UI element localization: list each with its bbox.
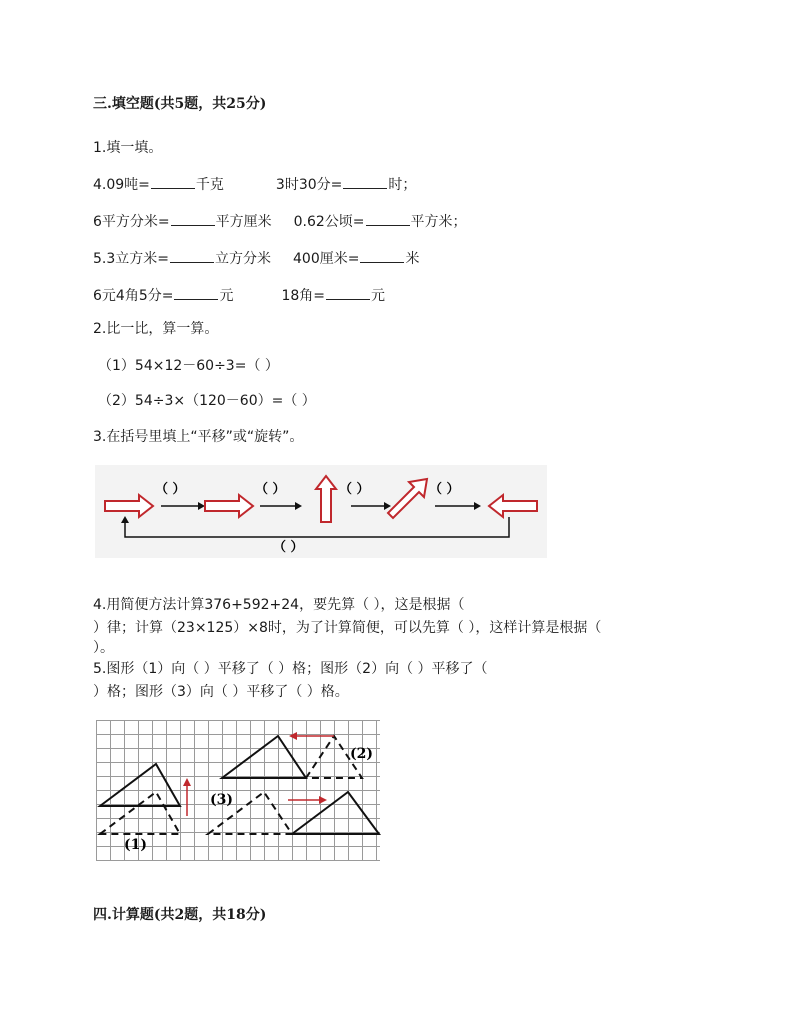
answer-blank[interactable] bbox=[151, 175, 195, 189]
up-arrow-head-icon bbox=[183, 778, 191, 786]
q1-row-4 bbox=[93, 286, 385, 305]
q1-row-2 bbox=[93, 212, 467, 231]
q1-r3-a-left: 5.3立方米= bbox=[93, 251, 169, 267]
paren-2[interactable]: （ ） bbox=[255, 482, 286, 497]
q3-title: 3.在括号里填上“平移”或“旋转”。 bbox=[93, 429, 304, 445]
q1-r1-a-unit: 千克 bbox=[195, 177, 224, 193]
triangle-3-solid bbox=[292, 792, 379, 834]
answer-blank[interactable] bbox=[326, 286, 370, 300]
right-arrow-head-icon bbox=[319, 796, 327, 804]
q1-r2-b-left: 0.62公顷= bbox=[293, 214, 365, 230]
grid-figure-svg bbox=[96, 720, 381, 862]
label-2: (2) bbox=[350, 746, 373, 762]
label-1: (1) bbox=[124, 837, 147, 853]
paren-3[interactable]: （ ） bbox=[339, 482, 370, 497]
paren-5[interactable]: （ ） bbox=[273, 540, 304, 555]
q1-r4-a-unit: 元 bbox=[219, 288, 234, 304]
answer-blank[interactable] bbox=[366, 212, 410, 226]
q1-r4-b-unit: 元 bbox=[371, 288, 385, 304]
q2-item-2: （2）54÷3×（120－60）=（ ） bbox=[98, 393, 316, 409]
q2-title: 2.比一比，算一算。 bbox=[93, 321, 219, 337]
q1-row-3 bbox=[93, 249, 419, 268]
answer-blank[interactable] bbox=[170, 249, 214, 263]
motion-figure-svg bbox=[95, 465, 547, 558]
answer-blank[interactable] bbox=[174, 286, 218, 300]
q1-r4-b-left: 18角= bbox=[281, 288, 325, 304]
section-3-title: 三.填空题(共5题，共25分) bbox=[93, 96, 267, 112]
triangle-1-dashed bbox=[100, 792, 180, 834]
q1-r1-a-left: 4.09吨= bbox=[93, 177, 150, 193]
q1-r3-b-left: 400厘米= bbox=[293, 251, 360, 267]
q4-line-1: 4.用简便方法计算376+592+24，要先算（ ），这是根据（ bbox=[93, 597, 465, 613]
q1-r4-a-left: 6元4角5分= bbox=[93, 288, 174, 304]
q1-r3-b-unit: 米 bbox=[405, 251, 420, 267]
q1-r1-b-unit: 时； bbox=[388, 177, 417, 193]
q5-line-1: 5.图形（1）向（ ）平移了（ ）格；图形（2）向（ ）平移了（ bbox=[93, 661, 488, 677]
q1-r3-a-unit: 立方分米 bbox=[215, 251, 271, 267]
q1-r2-a-left: 6平方分米= bbox=[93, 214, 170, 230]
q4-line-2: ）律；计算（23×125）×8时，为了计算简便，可以先算（ ），这样计算是根据（ bbox=[93, 620, 602, 636]
q1-r2-a-unit: 平方厘米 bbox=[215, 214, 272, 230]
q1-title: 1.填一填。 bbox=[93, 140, 163, 156]
motion-figure bbox=[95, 465, 547, 558]
answer-blank[interactable] bbox=[360, 249, 404, 263]
triangle-1-solid bbox=[100, 764, 180, 806]
label-3: (3) bbox=[210, 792, 233, 808]
q1-r2-b-unit: 平方米； bbox=[410, 214, 467, 230]
q2-item-1: （1）54×12－60÷3=（ ） bbox=[98, 358, 279, 374]
paren-1[interactable]: （ ） bbox=[155, 482, 186, 497]
grid-figure bbox=[96, 720, 381, 862]
answer-blank[interactable] bbox=[343, 175, 387, 189]
q4-line-3: ）。 bbox=[93, 640, 114, 656]
paren-4[interactable]: （ ） bbox=[429, 482, 460, 497]
q1-r1-b-left: 3时30分= bbox=[275, 177, 343, 193]
q1-row-1 bbox=[93, 175, 416, 194]
section-4-title: 四.计算题(共2题，共18分) bbox=[93, 907, 267, 923]
answer-blank[interactable] bbox=[171, 212, 215, 226]
q5-line-2: ）格；图形（3）向（ ）平移了（ ）格。 bbox=[93, 684, 349, 700]
